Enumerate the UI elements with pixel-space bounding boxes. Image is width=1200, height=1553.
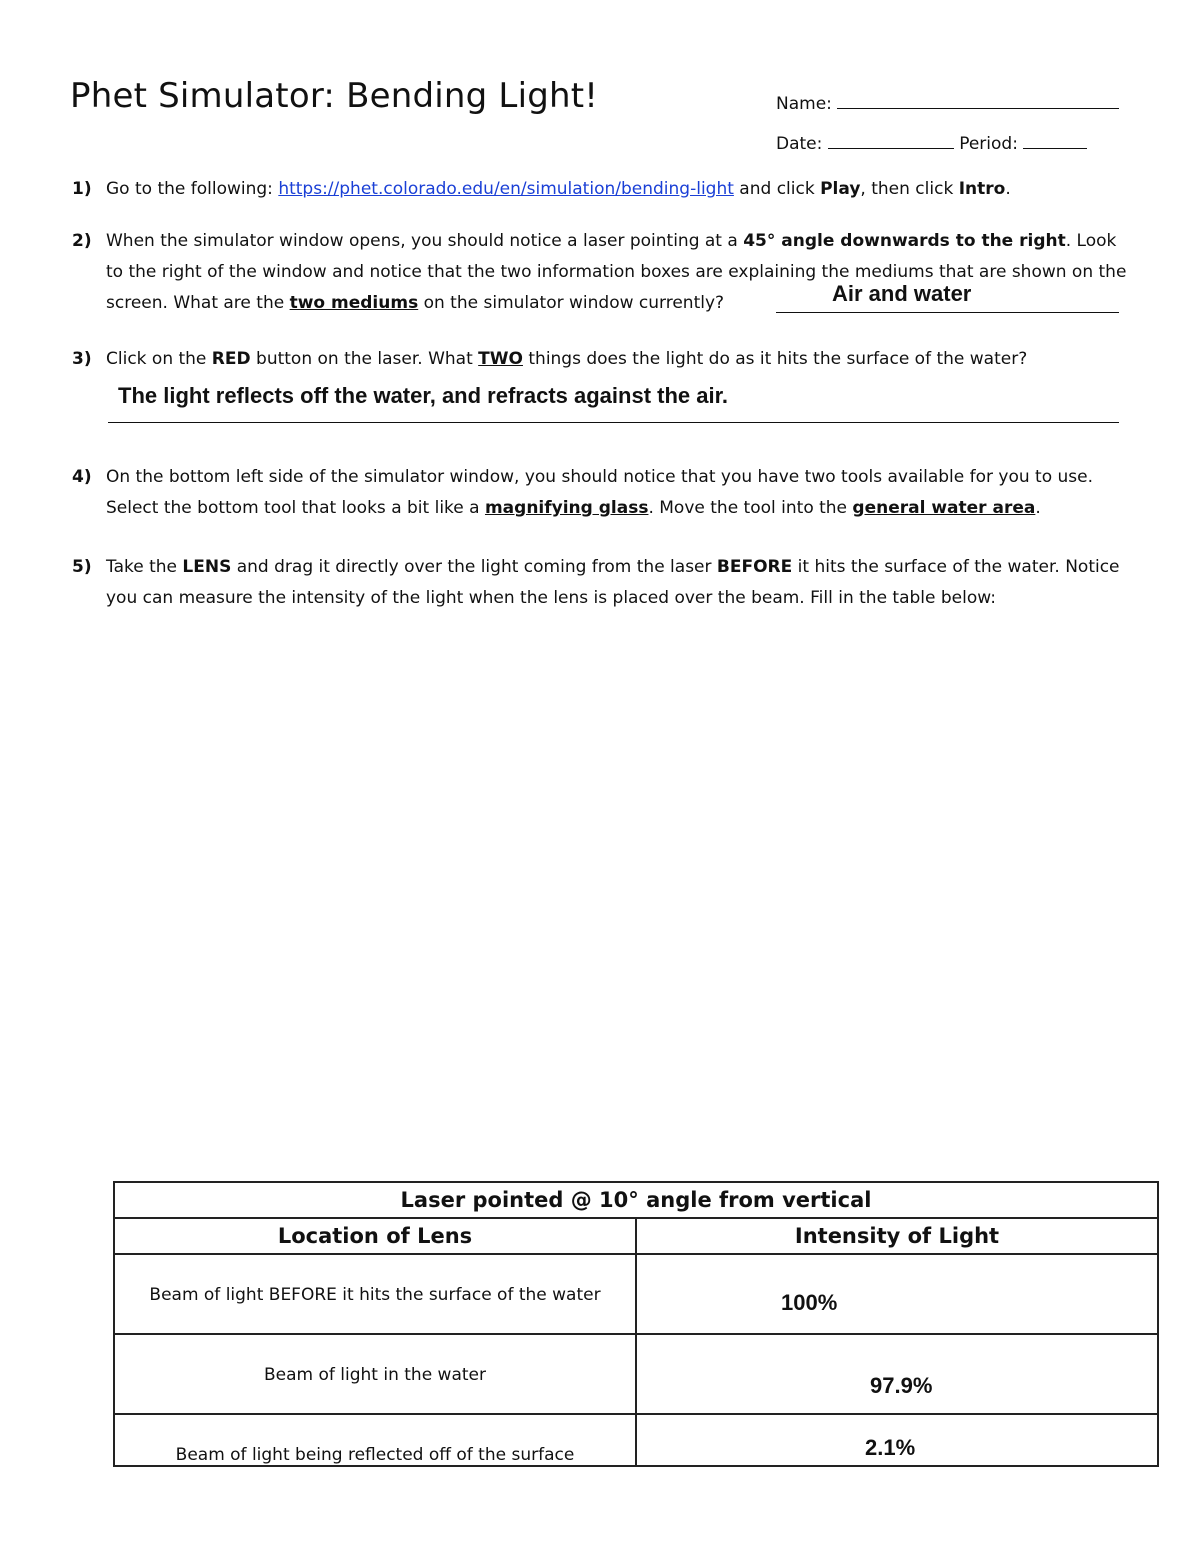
question-2: [72, 226, 1132, 319]
name-field: [776, 90, 1119, 114]
date-blank: [828, 130, 954, 149]
intensity-cell: 2.1%: [636, 1414, 1158, 1466]
magnifying-glass-keyword: magnifying glass: [484, 498, 649, 518]
question-1: [72, 174, 1132, 205]
location-cell: Beam of light being reflected off of the surface: [114, 1414, 636, 1466]
intro-keyword: Intro: [958, 179, 1006, 199]
text: When the simulator window opens, you should notice a laser pointing at a: [106, 231, 744, 251]
angle-keyword: 45° angle downwards to the right: [743, 231, 1066, 251]
before-keyword: BEFORE: [716, 557, 793, 577]
name-blank: [837, 90, 1119, 109]
red-keyword: RED: [211, 349, 251, 369]
intensity-cell: 100%: [636, 1254, 1158, 1334]
question-4: [72, 462, 1132, 524]
lens-keyword: LENS: [182, 557, 232, 577]
column-header-location: Location of Lens: [114, 1218, 636, 1254]
period-label: Period:: [959, 134, 1018, 154]
answer-3: The light reflects off the water, and refracts against the air.: [118, 383, 729, 408]
date-period-field: [776, 130, 1087, 154]
answer-2: Air and water: [832, 281, 972, 306]
table-row: [114, 1334, 1158, 1414]
two-mediums-keyword: two mediums: [289, 293, 419, 313]
question-5: [72, 552, 1132, 614]
table-title: Laser pointed @ 10° angle from vertical: [114, 1182, 1158, 1218]
location-cell: Beam of light BEFORE it hits the surface of the water: [114, 1254, 636, 1334]
answer-line-3: [108, 422, 1119, 423]
question-text: [106, 174, 1132, 205]
simulation-link[interactable]: https://phet.colorado.edu/en/simulation/bending-light: [278, 179, 734, 199]
location-cell: Beam of light in the water: [114, 1334, 636, 1414]
question-text: [106, 552, 1132, 614]
period-blank: [1023, 130, 1087, 149]
text: On the bottom left side of the simulator window, you should notice that you have two tools available for you to use. Select the bottom tool that looks a bit like a: [106, 467, 1093, 518]
text: and drag it directly over the light coming from the laser: [231, 557, 717, 577]
text: . Look to the right of the window and notice that the two information boxes are explaining the mediums that are shown on the screen. What are the: [106, 231, 1127, 313]
date-label: Date:: [776, 134, 823, 154]
column-header-intensity: Intensity of Light: [636, 1218, 1158, 1254]
question-text: [106, 344, 1132, 375]
water-area-keyword: general water area: [852, 498, 1036, 518]
question-number: 3): [72, 349, 92, 369]
question-number: 4): [72, 467, 92, 487]
text: it hits the surface of the water. Notice you can measure the intensity of the light when the lens is placed over the beam. Fill in the table below:: [106, 557, 1120, 608]
question-text: [106, 226, 1132, 319]
two-keyword: TWO: [478, 349, 523, 369]
text: on the simulator window currently?: [418, 293, 725, 313]
text: button on the laser. What: [250, 349, 479, 369]
answer-line-2: [776, 312, 1119, 313]
question-number: 1): [72, 179, 92, 199]
table-row: [114, 1414, 1158, 1466]
question-number: 5): [72, 557, 92, 577]
text: and click: [733, 179, 821, 199]
text: .: [1005, 179, 1011, 199]
text: . Move the tool into the: [648, 498, 853, 518]
table-row: [114, 1254, 1158, 1334]
play-keyword: Play: [820, 179, 861, 199]
intensity-table: [113, 1181, 1159, 1467]
question-number: 2): [72, 231, 92, 251]
text: , then click: [860, 179, 959, 199]
question-text: [106, 462, 1132, 524]
text: Take the: [106, 557, 183, 577]
text: .: [1035, 498, 1041, 518]
question-3: [72, 344, 1132, 375]
text: things does the light do as it hits the surface of the water?: [522, 349, 1028, 369]
text: Go to the following:: [106, 179, 279, 199]
page-title: Phet Simulator: Bending Light!: [70, 76, 599, 116]
text: Click on the: [106, 349, 212, 369]
intensity-cell: 97.9%: [636, 1334, 1158, 1414]
name-label: Name:: [776, 94, 832, 114]
